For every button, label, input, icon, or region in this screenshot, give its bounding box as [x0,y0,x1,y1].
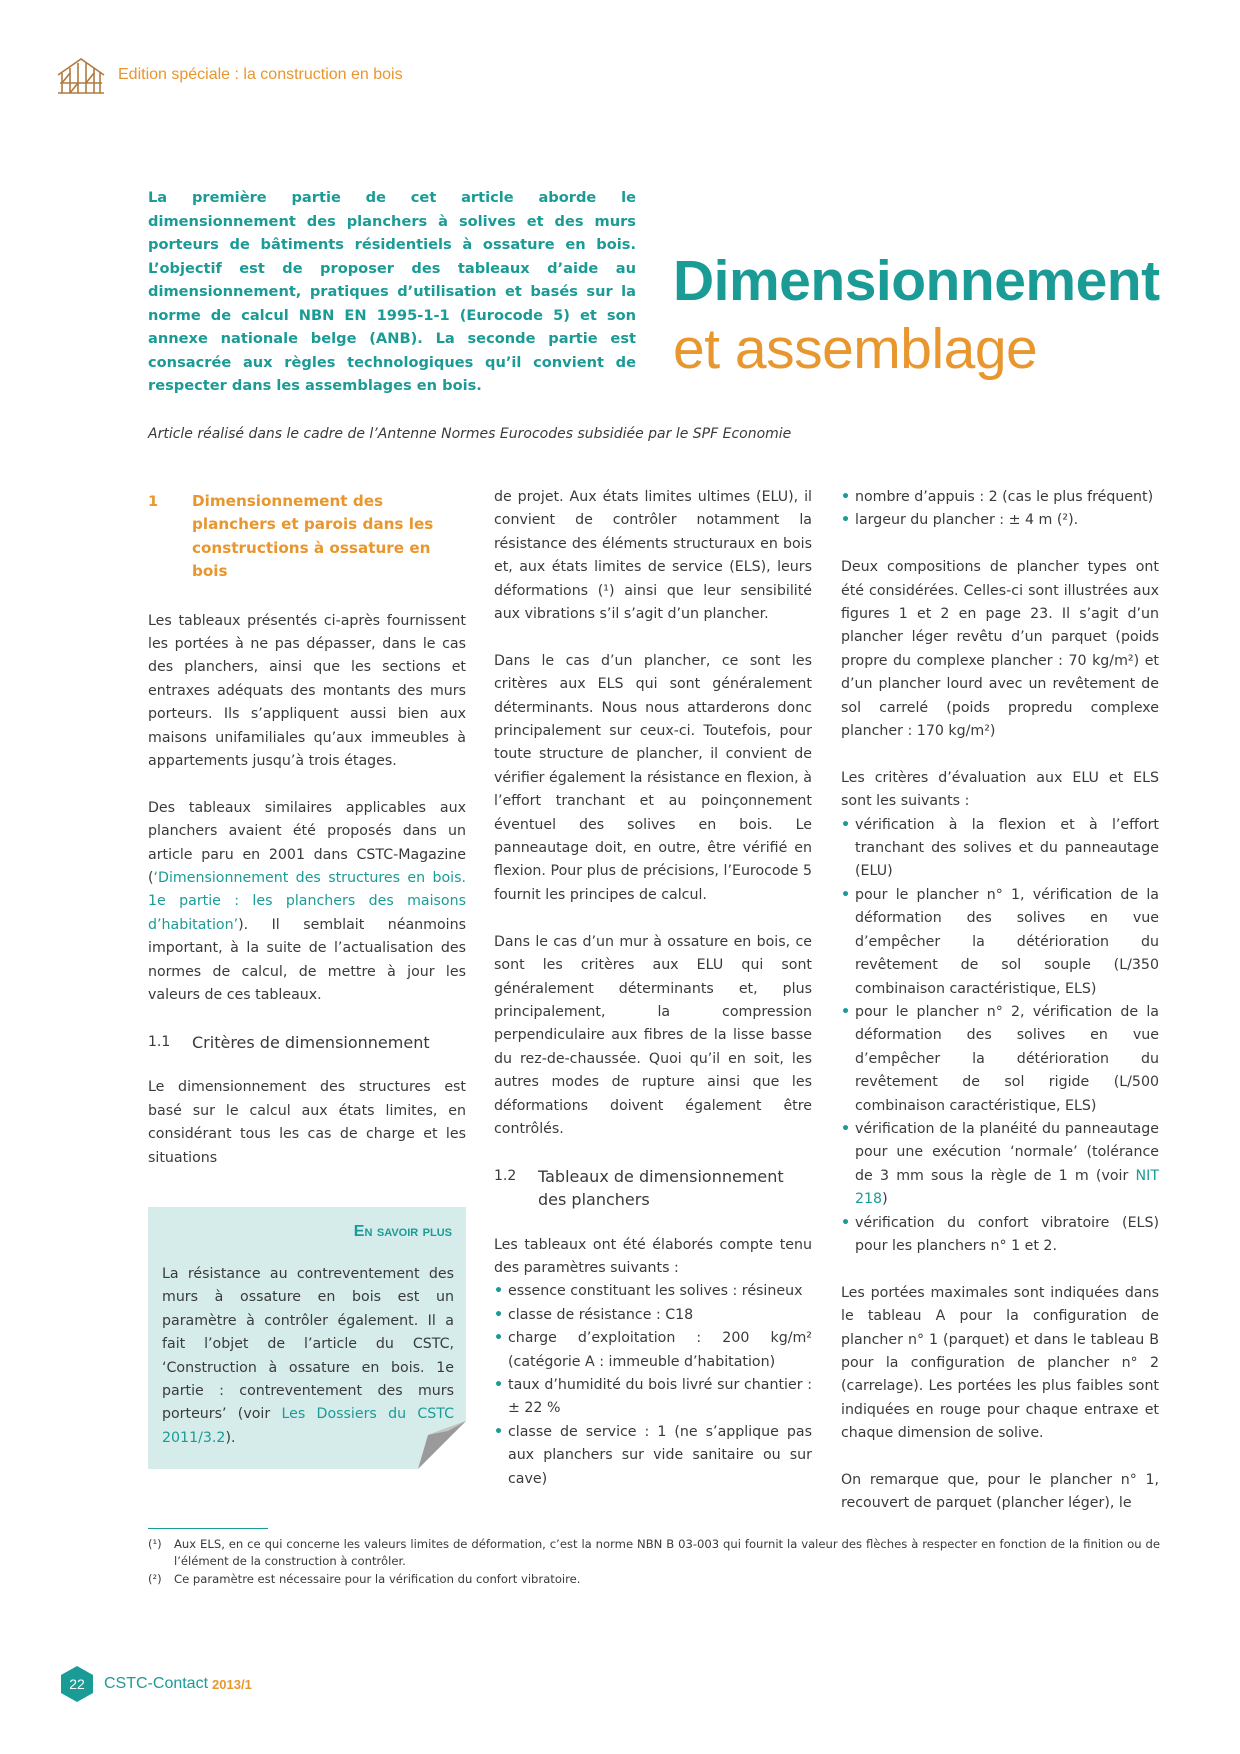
paragraph: Les tableaux ont été élaborés compte tenu des paramètres suivants : [494,1236,812,1276]
list-item [841,1118,1159,1212]
subsection-heading [494,1165,812,1212]
list-item: • nombre d’appuis : 2 (cas le plus fréquent) [841,486,1159,509]
section-title: Dimensionnement des planchers et parois dans les constructions à ossature en bois [192,492,434,581]
list-item: • classe de résistance : C18 [494,1304,812,1327]
paragraph: de projet. Aux états limites ultimes (ELU), il convient de contrôler notamment la résistance des éléments structuraux en bois et, aux états limites de service (ELS), leurs déformations (¹) ainsi que leur sensibilité aux vibrations s’il s’agit d’un plancher. [494,489,812,623]
section-number: 1 [148,493,159,510]
article-subtitle: et assemblage [673,317,1038,381]
footnote [148,1536,1160,1569]
reference-link[interactable]: ‘Dimensionnement des structures en bois. 1e partie : les planchers des maisons d’habitation’ [148,870,466,933]
paragraph-text: Des tableaux similaires applicables aux planchers avaient été proposés dans un article paru en 2001 dans CSTC-Magazine ( [148,799,466,887]
parameter-list [841,486,1159,533]
timber-frame-house-icon [54,53,108,97]
section-title: Edition spéciale : la construction en bois [118,66,403,83]
info-box [148,1207,466,1469]
page-number: 22 [69,1676,85,1692]
column-3 [841,486,1159,1539]
list-item: • charge d’exploitation : 200 kg/m² (catégorie A : immeuble d’habitation) [494,1327,812,1374]
paragraph [148,797,466,1008]
info-box-text [162,1263,454,1450]
reference-link[interactable]: NIT 218 [855,1167,1159,1208]
list-item: • vérification à la flexion et à l’effort tranchant des solives et du panneautage (ELU) [841,814,1159,884]
footnote-divider [148,1528,268,1529]
list-item-text: vérification de la planéité du panneautage pour une exécution ‘normale’ (tolérance de 3 mm sous la règle de 1 m (voir [855,1120,1159,1184]
paragraph: Les portées maximales sont indiquées dans le tableau A pour la configuration de plancher n° 1 (parquet) et dans le tableau B pour la configuration de plancher n° 2 (carrelage). Les portées les plus faibles sont indiquées en rouge pour chaque entraxe et chaque dimension de solive. [841,1284,1159,1442]
list-item-text: ) [882,1191,888,1208]
page-footer [58,1665,252,1703]
parameter-list [494,1280,812,1491]
subsection-number: 1.2 [494,1167,517,1184]
list-item: • largeur du plancher : ± 4 m (²). [841,509,1159,532]
article-credit: Article réalisé dans le cadre de l’Antenne Normes Eurocodes subsidiée par le SPF Economie [148,426,792,442]
subsection-title: Tableaux de dimensionnement des planchers [538,1166,784,1210]
subsection-title: Critères de dimensionnement [192,1032,430,1052]
subsection-heading [148,1031,466,1054]
info-box-text-b: ). [225,1429,236,1446]
footnotes [148,1536,1160,1590]
paragraph: On remarque que, pour le plancher n° 1, recouvert de parquet (plancher léger), le [841,1472,1159,1512]
magazine-name: CSTC-Contact [104,1675,209,1692]
subsection-number: 1.1 [148,1033,171,1050]
issue-number: 2013/1 [212,1676,252,1692]
list-item: • pour le plancher n° 2, vérification de la déformation des solives en vue d’empêcher la détérioration du revêtement de sol rigide (L/500 combinaison caractéristique, ELS) [841,1001,1159,1118]
paragraph: Le dimensionnement des structures est basé sur le calcul aux états limites, en considérant tous les cas de charge et les situations [148,1079,466,1166]
list-item: • essence constituant les solives : résineux [494,1280,812,1303]
info-box-title [162,1223,454,1241]
footnote-number: (²) [148,1572,162,1586]
footnote [148,1571,1160,1588]
page-curl-icon [418,1421,466,1469]
criteria-list [841,814,1159,1259]
footnote-text: Ce paramètre est nécessaire pour la vérification du confort vibratoire. [174,1572,581,1586]
paragraph: Deux compositions de plancher types ont été considérées. Celles-ci sont illustrées aux figures 1 et 2 en page 23. Il s’agit d’un plancher léger revêtu d’un parquet (poids propre du complexe plancher : 70 kg/m²) et d’un plancher lourd avec un revêtement de sol carrelé (poids propredu complexe plancher : 170 kg/m²) [841,559,1159,740]
paragraph: Dans le cas d’un plancher, ce sont les critères aux ELS qui sont généralement déterminants. Nous nous attarderons donc principalement sur ceux-ci. Toutefois, pour toute structure de plancher, il convient de vérifier également la résistance en flexion, à l’effort tranchant et au poinçonnement éventuel des solives en bois. Le panneautage doit, en outre, être vérifié en flexion. Pour plus de précisions, l’Eurocode 5 fournit les principes de calcul. [494,652,812,903]
column-2 [494,486,812,1514]
list-item: • classe de service : 1 (ne s’applique pas aux planchers sur vide sanitaire ou sur cave) [494,1421,812,1491]
list-item: • taux d’humidité du bois livré sur chantier : ± 22 % [494,1374,812,1421]
info-box-title-text: En savoir plus [353,1223,452,1240]
column-1 [148,490,466,1193]
paragraph: Les critères d’évaluation aux ELU et ELS sont les suivants : [841,769,1159,810]
footnote-number: (¹) [148,1537,162,1551]
intro-paragraph: La première partie de cet article aborde le dimensionnement des planchers à solives et des murs porteurs de bâtiments résidentiels à ossature en bois. L’objectif est de proposer des tableaux d’aide au dimensionnement, pratiques d’utilisation et basés sur la norme de calcul NBN EN 1995-1-1 (Eurocode 5) et son annexe nationale belge (ANB). La seconde partie est consacrée aux règles technologiques qu’il convient de respecter dans les assemblages en bois. [148,189,636,394]
info-box-text-a: La résistance au contreventement des murs à ossature en bois est un paramètre à contrôler également. Il a fait l’objet de l’article du CSTC, ‘Construction à ossature en bois. 1e partie : contreventement des murs porteurs’ (voir [162,1266,454,1423]
paragraph: Dans le cas d’un mur à ossature en bois, ce sont les critères aux ELU qui sont généralement déterminants et, plus principalement, la compression perpendiculaire aux fibres de la lisse basse du rez-de-chaussée. Quoi qu’il en soit, les autres modes de rupture ainsi que les déformations doivent également être contrôlés. [494,933,812,1137]
page-header [54,52,403,98]
article-title: Dimensionnement [673,249,1160,313]
page-number-badge [58,1665,96,1703]
list-item: • pour le plancher n° 1, vérification de la déformation des solives en vue d’empêcher la détérioration du revêtement de sol souple (L/350 combinaison caractéristique, ELS) [841,884,1159,1001]
section-heading [148,490,466,584]
reference-link[interactable]: Les Dossiers du CSTC 2011/3.2 [162,1406,454,1446]
list-item: • vérification du confort vibratoire (ELS) pour les planchers n° 1 et 2. [841,1212,1159,1259]
footnote-text: Aux ELS, en ce qui concerne les valeurs limites de déformation, c’est la norme NBN B 03-003 qui fournit la valeur des flèches à respecter en fonction de la finition ou de l’élément de la construction à contrôler. [174,1537,1160,1568]
paragraph: Les tableaux présentés ci-après fournissent les portées à ne pas dépasser, dans le cas des planchers, ainsi que les sections et entraxes adéquats des montants des murs porteurs. Ils s’appliquent aussi bien aux maisons unifamiliales qu’aux immeubles à appartements jusqu’à trois étages. [148,612,466,770]
paragraph-text: ). Il semblait néanmoins important, à la suite de l’actualisation des normes de calcul, de mettre à jour les valeurs de ces tableaux. [148,916,466,1004]
